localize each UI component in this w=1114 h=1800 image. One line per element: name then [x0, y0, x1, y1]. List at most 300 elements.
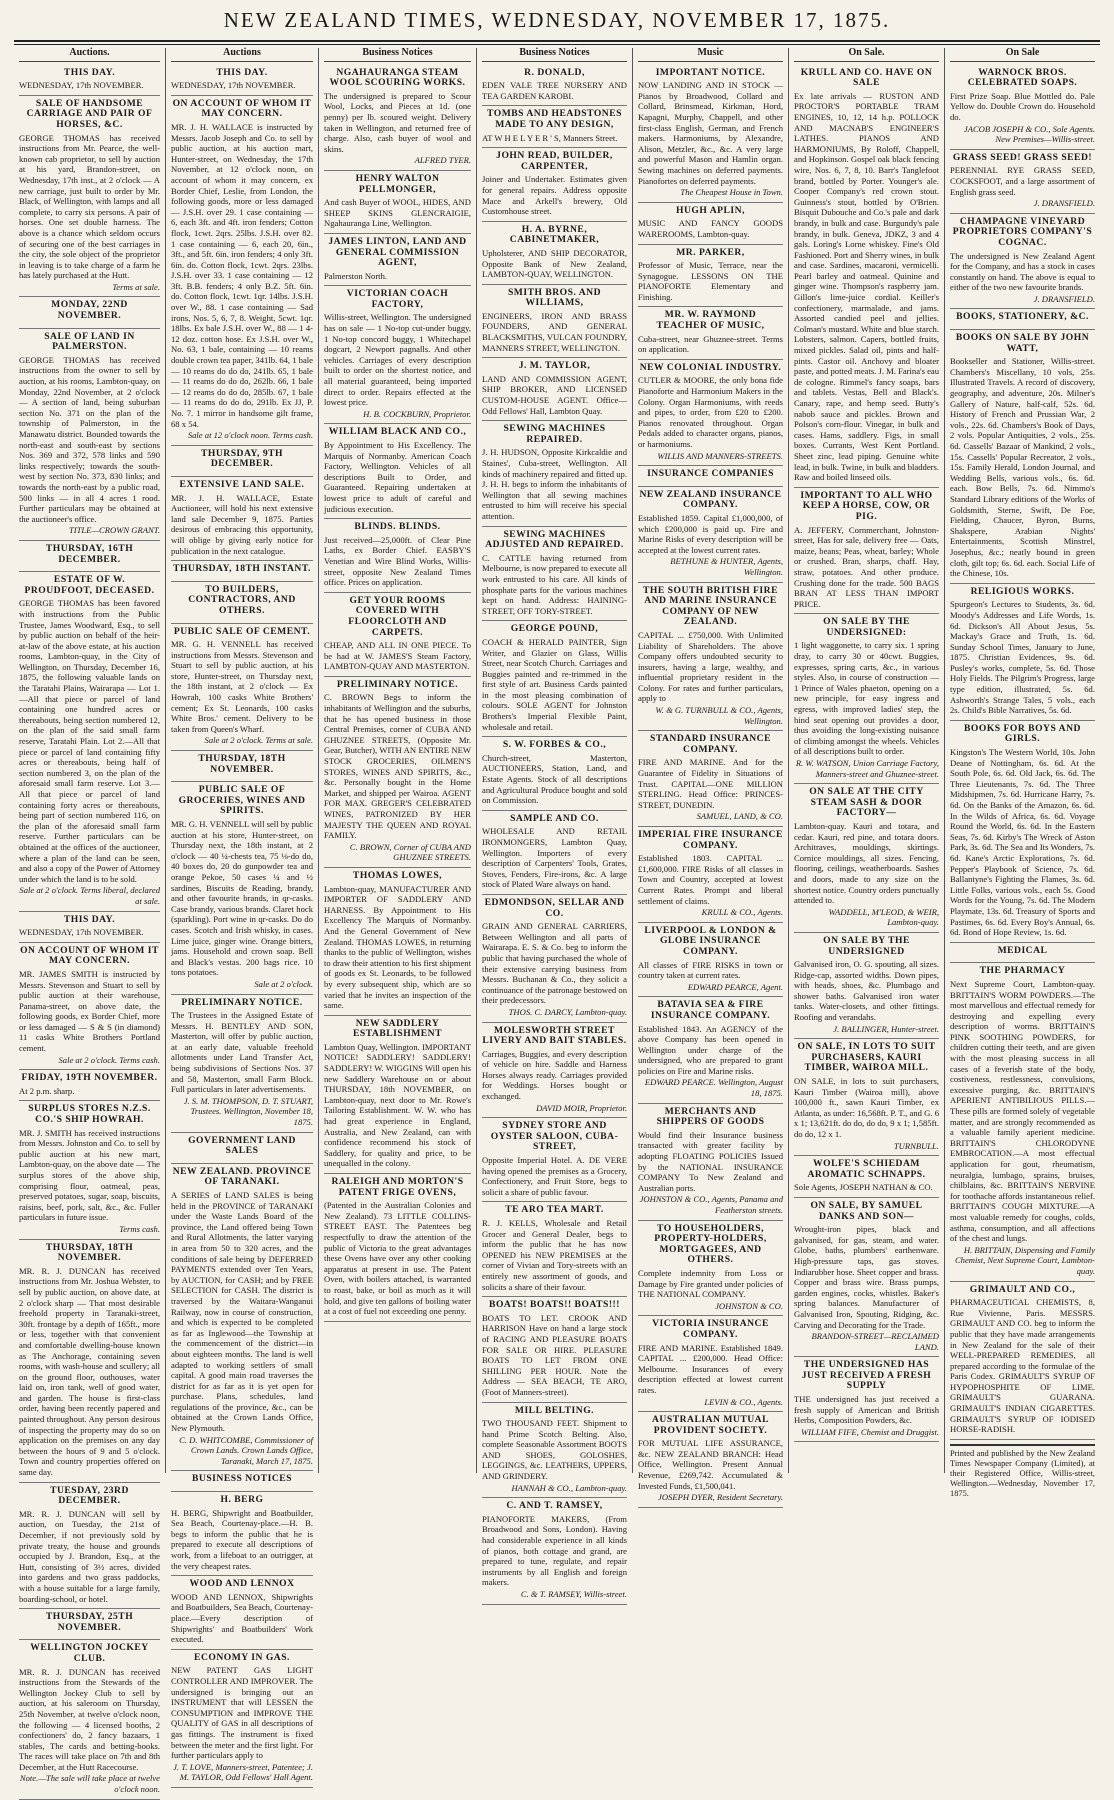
- advertisement-signature: JOHNSTON & CO., Agents, Panama and Featherston streets.: [639, 1194, 783, 1215]
- advertisement: [794, 933, 939, 1039]
- advertisement-signature: C. D. WHITCOMBE, Commissioner of Crown Lands. Crown Lands Office, Taranaki, March 17, 1875.: [179, 1434, 313, 1466]
- advertisement-body: A SERIES of LAND SALES is being held in the PROVINCE of TARANAKI under the Waste Lands Board of the province, the Land offered being Town and Rural Allotments, the latter varying in area from 50 to 320 acres, and the conditions of sale being by DEFERRED PAYMENTS extended over Ten Years, by AUCTION, for CASH; and by FREE SELECTION for CASH. The district is traversed by the Waitara-Wanganui Railway, now in course of construction, and which is expected to be completed as far as Inglewood—the Township at the commencement of the district—in about eighteen months. The land is well adapted to working settlers of small capital. A good main road traverses the district for as far as it is yet open for purchase. Plans, schedules, land regulations of the province, &c., can be obtained at the Crown Lands Office, New Plymouth.: [171, 1190, 313, 1434]
- advertisement-body: Next Supreme Court, Lambton-quay. BRITTAIN'S WORM POWDERS.—The most marvellous and effectual remedy for destroying and expelling every description of worms. BRITTAIN'S PINK SOOTHING POWDERS, for children cutting their teeth, and are given with the most pleasing success in all cases of a feverish state of the body, costiveness, restlessness, convulsions, excessive purging, &c. BRITTAIN'S APERIENT ANTIBILIOUS PILLS.—These pills are formed solely of vegetable matter, and are strongly recommended as a valuable family aperient medicine. BRITTAIN'S CHLORODYNE EMBROCATION.—A most effectual application for gout, rheumatism, neuralgia, lumbago, sprains, bruises, chilblains, &c. BRITTAIN'S NERVINE for toothache affords instantaneous relief. BRITTAIN'S COUGH MIXTURE.—A most valuable remedy for coughs, colds, asthma, consumption, and all affections of the chest and lungs.: [950, 978, 1095, 1244]
- advertisement-body: CAPITAL ... £750,000. With Unlimited Liability of Shareholders. The above Company offers undoubted security to insurers, having a large, wealthy, and influential proprietary resident in the Colony. For rates and further particulars, apply to: [638, 629, 783, 704]
- advertisement-heading: PRELIMINARY NOTICE.: [181, 996, 303, 1008]
- advertisement-heading: BATAVIA SEA & FIRE INSURANCE COMPANY.: [650, 999, 771, 1021]
- advertisement: [19, 1070, 160, 1101]
- advertisement-body: MUSIC AND FANCY GOODS WAREROOMS, Lambton-quay.: [638, 218, 783, 239]
- advertisement-body: EDEN VALE TREE NURSERY AND TEA GARDEN KAROBI.: [482, 80, 627, 101]
- advertisement: [171, 995, 313, 1133]
- advertisement: [638, 1316, 783, 1412]
- advertisement-heading: NEW ZEALAND INSURANCE COMPANY.: [639, 488, 782, 511]
- advertisement-body: Lambton-quay, MANUFACTURER AND IMPORTER OF SADDLERY AND HARNESS. By Appointment to His Excellency The Marquis of Normanby. And the General Government of New Zealand. THOMAS LOWES, in returning thanks to the public of Wellington, wishes to draw their attention to his first shipment of goods ex St. Leonards, to be followed by every subsequent ship, which are so varied that he invites an inspection of the same.: [324, 883, 471, 1011]
- advertisement-heading: SURPLUS STORES N.Z.S. CO.'S SHIP HOWRAH.: [28, 1103, 151, 1126]
- advertisement: [171, 1650, 313, 1788]
- advertisement-heading: VICTORIAN COACH FACTORY,: [346, 288, 449, 310]
- advertisement: [482, 1023, 627, 1119]
- advertisement: [19, 912, 160, 943]
- advertisement-body: ENGINEERS, IRON AND BRASS FOUNDERS, AND GENERAL BLACKSMITHS, VULCAN FOUNDRY, MANNERS STREET, WELLINGTON.: [482, 310, 627, 353]
- column-auctions-1: [14, 47, 166, 1795]
- advertisement-heading: HUGH APLIN,: [676, 204, 745, 216]
- advertisement: [638, 923, 783, 998]
- advertisement-body: CHEAP, AND ALL IN ONE PIECE. To be had at W. JAMES'S Steam Factory, LAMBTON-QUAY AND MASTERTON.: [324, 640, 471, 672]
- advertisement: [171, 96, 313, 446]
- advertisement-heading: THURSDAY, 25TH NOVEMBER.: [45, 1611, 134, 1633]
- advertisement-heading: WOOD AND LENNOX: [189, 1578, 295, 1590]
- advertisement-heading: VICTORIA INSURANCE COMPANY.: [652, 1318, 769, 1340]
- advertisement: [638, 997, 783, 1103]
- advertisement: [324, 868, 471, 1016]
- advertisement-heading: PUBLIC SALE OF CEMENT.: [173, 625, 311, 637]
- advertisement-body: PIANOFORTE MAKERS, (From Broadwood and Sons, London). Having had considerable experience in all kinds of pianos, both cottage and grand, are prepared to tune, regulate, and repair instruments by all English and foreign makers.: [482, 1513, 627, 1588]
- advertisement-signature: WILLIAM FIFE, Chemist and Druggist.: [801, 1426, 939, 1437]
- advertisement: [482, 527, 627, 622]
- advertisement-body: AT W H E L Y E R ' S, Manners Street.: [482, 132, 618, 143]
- advertisement-body: 1 light waggonette, to carry six. 1 spring dray, to carry 30 or 40cwt. Buggies, expresses, spring carts, &c., in various styles. Also, in course of construction — 1 Prince of Wales phaeton, opening on a new principle, for easy ingress and egress, with improved ladies' step, the hind seat opening out provides a door, thus avoiding the long-existing nuisance of climbing amongst the wheels. Vehicles of all descriptions built to order.: [794, 640, 939, 757]
- advertisement-body: MR. R. J. DUNCAN will sell by auction, on Tuesday, the 21st of December, if not previously sold by private treaty, the house and grounds occupied by J. Brandon, Esq., at the Hutt, consisting of 3½ acres, divided into gardens and two grass paddocks, with a house suitable for a large family, boarding-school, or hotel.: [19, 1508, 160, 1604]
- advertisement-body: A. JEFFERY, Cornmerchant, Johnston-street, Has for sale, delivery free — Oats, maize, beans; Peas, wheat, barley; Whole or crushed. Bran, sharps, chaff. Hay, straw, potatoes. And other produce. Crushing done for the trade. 500 BAGS BRAN AT LESS THAN IMPORT PRICE.: [794, 524, 939, 609]
- advertisement-body: Opposite Imperial Hotel. A. DE VERE having opened the premises as a Grocery, Confectionery, and Fruit Store, begs to solicit a share of public favour.: [482, 1155, 627, 1197]
- advertisement: [19, 943, 160, 1071]
- advertisement-heading: SALE OF LAND IN PALMERSTON.: [44, 330, 135, 353]
- advertisement-signature: R. W. WATSON, Union Carriage Factory, Manners-street and Ghuznee-street.: [795, 758, 939, 779]
- advertisement-heading: H. A. BYRNE, CABINETMAKER,: [509, 223, 600, 246]
- advertisement: [950, 943, 1095, 964]
- advertisement: [638, 731, 783, 827]
- advertisement-heading: GEORGE POUND,: [510, 623, 599, 635]
- advertisement-body: Would find their Insurance business transacted with greater facility by adopting FLOATING POLICIES Issued by the NATIONAL INSURANCE COMPANY To New Zealand and Australian ports.: [638, 1129, 783, 1193]
- advertisement-body: Ex late arrivals — RUSTON AND PROCTOR'S PORTABLE TRAM ENGINES, 10, 12, 14 h.p. POLLOCK AND MACNAB'S ENGINEER'S LATHES. PIANOS AND HARMONIUMS, By Roloff, Chappell, and Hopkinson. Gospel oak black fencing wire, Nos. 6, 7, 8, 10. Barr's Tanglefoot brand, bottled by Porter. Younger's ale. Cooper Company's red crown stout. Guinness's stout, bottled by O'Brien. Bisquit Dubouche and Co.'s pale and dark brandy, in bulk and case. Burgundy's pale brandy, in bulk. Geneva, JDKZ, 3 and 4 gals. Loring's Lorne whiskey. Fine's Old Fashioned. Port and Sherry wines, in bulk and case. Sardines, macaroni, vermicelli. Pearl barley and oatmeal. Quinine and ginger wine. Thompson's raspberry jam. Gillon's lime-juice cordial. Keiller's confectionery, marmalade, and jams. Assorted candied peel and jellies. Colman's mustard. White and blue starch. Lobsters, salmon. Capers, bottled fruits, mixed pickles. Salad oil, pints and half-pints. Castor oil. Anchovy and bloater paste, and potted meats. J. M. Farina's eau de cologne. Rimmel's fancy soaps, bars and tablets. Vestas, Bell and Black's. Canary, rape, and hemp seed. Butty's nabob sauce and pickles. Brown and Polson's corn-flour. Vinegar, in bulk and cases. Hams, saddlery. Figs, in small boxes. Currants, West Kent Portland. Sheet zinc, lead piping. Genuine white lead, in bulk. Twine, in bulk and bladders. Raw and boiled linseed oils.: [794, 90, 939, 483]
- advertisement-heading: MEDICAL: [997, 944, 1048, 956]
- advertisement-heading: ON SALE BY THE UNDERSIGNED: [823, 934, 910, 957]
- advertisement: [482, 737, 627, 811]
- advertisement: [324, 171, 471, 234]
- column-heading: On Sale.: [794, 48, 939, 62]
- advertisement-heading: IMPORTANT NOTICE.: [655, 66, 766, 78]
- advertisement: [171, 1471, 313, 1492]
- advertisement-body: Just received—25,000ft. of Clear Pine Laths, ex Border Chief. EASBY'S Venetian and Wire Blind Works, Willis-street, opposite New Zealand Times office. Prices on application.: [324, 534, 471, 588]
- advertisement-heading: SAMPLE AND CO.: [510, 812, 599, 824]
- advertisement-heading: SMITH BROS. AND WILLIAMS,: [507, 286, 602, 309]
- advertisement-body: GEORGE THOMAS has been favored with instructions from the Public Trustee, James Woodward, Esq., to sell by public auction on behalf of the heir-at-law of the above estate, at his auction rooms, Lambton-quay, in the City of Wellington, on Thursday, December 16, 1875, the following valuable lands on the Taratahi Plains, Wairarapa — Lot 1.—All that piece or parcel of land containing one hundred acres or thereabouts, being section numbered 12, on the plan of the said small farm reserve, Taratahi Plain. Lot 2.—All that piece or parcel of land containing fifty acres or thereabouts, being half of section numbered 3, on the plan of the aforesaid small farm reserve. Lot 3.—All that piece or parcel of land containing forty acres or thereabouts, being part of section numbered 116, on the plan of the aforesaid small farm reserve. Further particulars can be obtained at the offices of the auctioneer, where a plan of the land can be seen, and also a copy of the Power of Attorney under which the land is to be sold.: [19, 598, 160, 884]
- advertisement-heading: THIS DAY.: [63, 913, 116, 925]
- newspaper-columns: [14, 47, 1100, 1795]
- advertisement: [171, 624, 313, 752]
- advertisement-body: Cuba-street, near Ghuznee-street. Terms on application.: [638, 333, 783, 355]
- advertisement-body: Established 1803. CAPITAL ... £1,600,000. FIRE Risks of all classes in Town and Country, accepted at lowest Current Rates. Prompt and liberal settlement of claims.: [638, 853, 783, 906]
- advertisement-signature: EDWARD PEARCE. Wellington, August 18, 1875.: [644, 1077, 783, 1099]
- column-music-insurance: [633, 47, 789, 1503]
- advertisement-heading: ON SALE BY THE UNDERSIGNED:: [823, 616, 910, 638]
- advertisement-heading: ON SALE AT THE CITY STEAM SASH & DOOR FACTORY—: [809, 786, 924, 819]
- advertisement: [482, 621, 627, 737]
- masthead-title: NEW ZEALAND TIMES, WEDNESDAY, NOVEMBER 17, 1875.: [223, 8, 891, 32]
- advertisement-body: C. BROWN Begs to inform the inhabitants of Wellington and the suburbs, that he has opened business in those Central Premises, corner of CUBA AND GHUZNEE STREETS, (Opposite Mr. Gear, Butcher), WITH AN ENTIRE NEW STOCK GROCERIES, OILMEN'S STORES, WINES AND SPIRITS, &c., &c. Personally bought in the Home Market, and shipped per Wairoa. AGENT FOR MAX. GREGER'S CELEBRATED WINES, PATRONIZED BY HER MAJESTY THE QUEEN AND ROYAL FAMILY.: [324, 692, 471, 841]
- advertisement-body: MR. JAMES SMITH is instructed by Messrs. Stevenson and Stuart to sell by public auction at their warehouse, Panama-street, on above date, the following goods, ex Border Chief, more or less damaged — S & S (in diamond) 11 casks White Brothers Portland cement.: [19, 968, 160, 1054]
- advertisement-body: ON SALE, in lots to suit purchasers, Kauri Timber (Wairoa mill), above 100,000 ft., sawn Kauri Timber, ex Atlanta, as under: 16,568ft. P. T., and G. 6 x 1; 13,621ft. do do, do do, 9 x 1; 1,585ft. do do, 12 x 1.: [794, 1076, 939, 1139]
- advertisement-body: Lambton Quay, Wellington. IMPORTANT NOTICE! SADDLERY! SADDLERY! SADDLERY! W. WIGGINS Will open his new Saddlery Warehouse on or about THURSDAY, 18th NOVEMBER, on Lambton-quay, next door to Mr. Rowe's Tailoring Establishment. W. W. who has had great experience in England, Australia, and New Zealand, can with confidence recommend his stock of Saddlery, for quality and price, to be unequalled in the colony.: [324, 1041, 471, 1169]
- advertisement: [794, 1156, 939, 1198]
- advertisement-heading: C. AND T. RAMSEY,: [506, 1500, 603, 1512]
- advertisement-heading: NEW SADDLERY ESTABLISHMENT: [353, 1017, 442, 1040]
- advertisement: [482, 148, 627, 222]
- advertisement-heading: MR. W. RAYMOND TEACHER OF MUSIC,: [656, 309, 765, 332]
- advertisement-signature: JOHNSTON & CO.: [715, 1300, 783, 1311]
- advertisement: [482, 421, 627, 526]
- advertisement-signature: Terms cash.: [119, 1223, 160, 1234]
- advertisement-heading: ON ACCOUNT OF WHOM IT MAY CONCERN.: [172, 97, 312, 120]
- advertisement-signature: Sale at 2 o'clock. Terms at sale.: [204, 735, 313, 746]
- advertisement-body: C. CATTLE having returned from Melbourne, is now prepared to execute all work entrusted to his care. All kinds of phosphate parts for the various machines kept on hand. Address: HAINING-STREET, OFF TORY-STREET.: [482, 552, 627, 616]
- advertisement-heading: TO HOUSEHOLDERS, PROPERTY-HOLDERS, MORTGAGEES, AND OTHERS.: [654, 1222, 767, 1266]
- advertisement: [794, 1039, 939, 1156]
- advertisement-heading: THURSDAY, 9TH DECEMBER.: [200, 447, 284, 470]
- advertisement-heading: THIS DAY.: [216, 66, 268, 78]
- advertisement-signature: H. B. COCKBURN, Proprietor.: [363, 408, 471, 419]
- advertisement: [171, 751, 313, 782]
- column-business-1: [319, 48, 477, 1473]
- column-heading: On Sale: [950, 48, 1095, 62]
- column-heading: Auctions.: [19, 48, 160, 62]
- advertisement-signature: HANNAH & CO., Lambton-quay.: [511, 1482, 627, 1493]
- advertisement-body: LAND AND COMMISSION AGENT, SHIP BROKER, AND LICENSED CUSTOM-HOUSE AGENT. Office—Odd Fellows' Hall, Lambton Quay.: [482, 373, 627, 416]
- advertisement-signature: BETHUNE & HUNTER, Agents, Wellington.: [670, 556, 783, 577]
- advertisement: [171, 1133, 313, 1164]
- advertisement-signature: DAVID MOIR, Proprietor.: [536, 1102, 627, 1113]
- advertisement-body: FIRE AND MARINE. Established 1849. CAPITAL ... £200,000. Head Office: Melbourne. Insurances of every description effected at lowest current rates.: [638, 1342, 783, 1395]
- advertisement: [950, 963, 1095, 1281]
- advertisement: [19, 1483, 160, 1610]
- advertisement-body: COACH & HERALD PAINTER, Sign Writer, and Glazier on Glass, Willis Street, near Scotch Church. Carriages and Buggies painted and re-trimmed in the first style of art. Business Cards painted in the most pleasing combination of colours. SOLE AGENT for Johnston Brothers's Imperial Flexible Paint, wholesale and retail.: [482, 636, 627, 732]
- advertisement: [171, 582, 313, 624]
- advertisement: [482, 106, 627, 148]
- advertisement-heading: TOMBS AND HEADSTONES MADE TO ANY DESIGN,: [487, 108, 622, 130]
- advertisement-body: Galvanised iron, O. G. spouting, all sizes. Ridge-cap, assorted widths. Down pipes, with heads, shoes, &c. Plumbago and shower baths. Galvanised iron water tanks. Water-closets, and other fittings. Roofing and verandahs.: [794, 959, 939, 1023]
- advertisement-body: All classes of FIRE RISKS in town or country taken at current rates.: [638, 959, 783, 981]
- advertisement-heading: WARNOCK BROS. CELEBRATED SOAPS.: [967, 66, 1078, 89]
- advertisement: [482, 358, 627, 421]
- advertisement-body: Bookseller and Stationer, Willis-street. Chambers's Miscellany, 10 vols, 25s. Illustrated Travels. A record of discovery, geography, and adventure, 20s. Milner's Gallery of Nature, half-calf, 52s. 6d. History of French and Prussian War, 2 vols., 22s. 6d. Chambers's Book of Days, 2 vols. Popular Antiquities, 2 vols., 25s. 6d. Cassells' Bazaar of Mankind, 2 vols., 15s. Cassells' Popular Recreator, 2 vols., 15s. Family Herald, London Journal, and Wedding Bells, various vols., 6s. 6d. each. Bow Bells, 7s. 6d. Nimmo's Standard Library editions of the Works of Goldsmith, Sterne, Swift, De Foe, Fielding, Chaucer, Byron, Burns, Shakspere, Arabian Nights' Entertainments, Scottish Minstrel, Josephus, &c.; neatly bound in green cloth, gilt top; 6s. 6d. each. Social Life of the Chinese, 10s.: [950, 356, 1095, 579]
- advertisement: [19, 541, 160, 572]
- advertisement: [171, 477, 313, 561]
- advertisement-body: PERENNIAL RYE GRASS SEED, COCKSFOOT, and a large assortment of English grass seed.: [950, 165, 1095, 197]
- advertisement-body: Professor of Music, Terrace, near the Synagogue. LESSONS ON THE PIANOFORTE Elementary and Finishing.: [638, 260, 783, 302]
- advertisement-heading: BLINDS. BLINDS.: [354, 521, 441, 533]
- advertisement-signature: Note.—The sale will take place at twelve o'clock noon.: [19, 1773, 160, 1795]
- advertisement-signature: SAMUEL, LAND, & CO.: [696, 811, 783, 822]
- advertisement-signature: THOS. C. DARCY, Lambton-quay.: [508, 1006, 627, 1017]
- advertisement-heading: J. M. TAYLOR,: [518, 360, 591, 372]
- advertisement-body: NEW PATENT GAS LIGHT CONTROLLER AND IMPROVER. The undersigned is bringing out an INSTRUMENT that will LESSEN the CONSUMPTION and IMPROVE THE QUALITY of GAS in all descriptions of gas fittings. The instrument is fixed between the meter and the first light. For further particulars apply to: [171, 1665, 313, 1761]
- advertisement: [794, 65, 939, 488]
- advertisement: [324, 286, 471, 424]
- advertisement: [482, 811, 627, 895]
- advertisement-body: Complete indemnity from Loss or Damage by Fire granted under policies of THE NATIONAL COMPANY.: [638, 1267, 783, 1300]
- advertisement: [638, 65, 783, 203]
- column-business-2: [477, 47, 633, 1599]
- advertisement: [482, 1498, 627, 1604]
- advertisement-signature: JOSEPH DYER, Resident Secretary.: [658, 1492, 783, 1503]
- advertisement: [19, 65, 160, 96]
- advertisement-body: MR. J. H. WALLACE, Estate Auctioneer, will hold his next extensive land sale December 9, 1875. Parties desirous of embracing this opportunity, will oblige by giving early notice for publication in the next catalogue.: [171, 492, 313, 556]
- advertisement: [950, 584, 1095, 721]
- column-on-sale-2: [945, 47, 1100, 1498]
- advertisement: [482, 65, 627, 107]
- advertisement-body: Established 1843. An AGENCY of the above Company has been opened in Wellington under charge of the undersigned, who are prepared to grant policies on Fire and Marine risks.: [638, 1023, 783, 1076]
- advertisement-signature: J. DRANSFIELD.: [1033, 293, 1095, 304]
- advertisement-signature: WILLIS AND MANNERS-STREETS.: [657, 450, 783, 461]
- advertisement: [950, 330, 1095, 584]
- advertisement: [324, 424, 471, 519]
- advertisement-heading: GRASS SEED! GRASS SEED!: [952, 151, 1093, 163]
- advertisement-heading: PUBLIC SALE OF GROCERIES, WINES AND SPIRITS.: [178, 784, 306, 817]
- advertisement: [794, 784, 939, 933]
- advertisement-body: H. BERG, Shipwright and Boatbuilder, Sea Beach, Courtenay-place.—H. B. begs to inform the public that he is prepared to execute all descriptions of work, from a lifeboat to an outrigger, at the very cheapest rates.: [171, 1507, 313, 1571]
- advertisement-body: THE undersigned has just received a fresh supply of American and British Herbs, Composition Powders, &c.: [794, 1394, 939, 1426]
- column-heading: Music: [638, 48, 783, 62]
- advertisement-heading: THURSDAY, 18TH NOVEMBER.: [45, 1241, 134, 1264]
- advertisement-heading: BOOKS, STATIONERY, &C.: [956, 311, 1089, 323]
- printer-imprint: Printed and published by the New Zealand Times Newspaper Company (Limited), at their Registered Office, Willis-street, Wellington.—Wednesday, November 17, 1875.: [950, 1444, 1095, 1499]
- advertisement: [638, 1104, 783, 1221]
- advertisement-heading: EXTENSIVE LAND SALE.: [179, 478, 305, 490]
- advertisement: [482, 285, 627, 359]
- advertisement: [19, 1101, 160, 1239]
- advertisement-heading: THURSDAY, 18TH NOVEMBER.: [198, 753, 286, 775]
- advertisement-heading: STANDARD INSURANCE COMPANY.: [649, 733, 772, 755]
- advertisement-signature: ALFRED TYER.: [414, 155, 471, 166]
- advertisement: [638, 466, 783, 487]
- advertisement-heading: AUSTRALIAN MUTUAL PROVIDENT SOCIETY.: [652, 1414, 769, 1436]
- advertisement-signature: H. BRITTAIN, Dispensing and Family Chemist, Next Supreme Court, Lambton-quay.: [954, 1244, 1095, 1276]
- advertisement: [638, 245, 783, 308]
- advertisement-heading: KRULL AND CO. HAVE ON SALE: [800, 66, 933, 89]
- advertisement-heading: SYDNEY STORE AND OYSTER SALOON, CUBA-STREET,: [490, 1120, 619, 1153]
- advertisement: [950, 214, 1095, 310]
- advertisement: [171, 782, 313, 994]
- advertisement-heading: MOLESWORTH STREET LIVERY AND BAIT STABLES.: [482, 1024, 627, 1047]
- advertisement: [482, 895, 627, 1023]
- advertisement-body: MR. R. J. DUNCAN has received instructions from the Stewards of the Wellington Jockey Club to sell by auction, at his saleroom on Thursday, 25th November, at twelve o'clock noon, the following — 4 licensed booths, 2 confectioners' do, 2 fancy bazaars, 1 stables, The cards and betting-books. The races will take place on 7th and 8th December, at the Hutt Racecourse.: [19, 1666, 160, 1772]
- advertisement: [171, 561, 313, 582]
- advertisement-body: MR. J. SMITH has received instructions from Messrs. Johnston and Co. to sell by public auction at his new mart, Lambton-quay, on the above date — The surplus stores of the above ship, comprising flour, oatmeal, peas, preserved potatoes, sugar, soap, biscuits, raisins, beef, pork, salt, &c., &c. Fuller particulars in future issue.: [19, 1127, 160, 1223]
- advertisement-heading: GOVERNMENT LAND SALES: [188, 1134, 296, 1157]
- advertisement-heading: THURSDAY, 18TH INSTANT.: [173, 563, 311, 575]
- advertisement-heading: TO BUILDERS, CONTRACTORS, AND OTHERS.: [188, 583, 296, 616]
- advertisement: [638, 307, 783, 359]
- advertisement-signature: WADDELL, M'LEOD, & WEIR, Lambton-quay.: [828, 906, 939, 928]
- advertisement: [482, 1202, 627, 1297]
- advertisement-heading: PRELIMINARY NOTICE.: [336, 678, 459, 690]
- advertisement-body: Palmerston North.: [324, 270, 388, 281]
- advertisement: [19, 329, 160, 541]
- column-heading: Auctions: [171, 48, 313, 62]
- masthead-rule: [14, 40, 1100, 45]
- column-auctions-2: [166, 47, 319, 1783]
- advertisement-body: WHOLESALE AND RETAIL IRONMONGERS, Lambton Quay, Wellington. Importers of every description of Carpenters' Tools, Grates, Stoves, Fenders, Fire-irons, &c. A large stock of Plated Ware always on hand.: [482, 826, 627, 890]
- advertisement-body: WEDNESDAY, 17th NOVEMBER.: [19, 80, 144, 91]
- advertisement-body: And cash Buyer of WOOL, HIDES, AND SHEEP SKINS GLENCRAIGIE, Ngahauranga Line, Wellington.: [324, 197, 471, 229]
- advertisement-body: Upholsterer, AND SHIP DECORATOR, Opposite Bank of New Zealand, LAMBTON-QUAY, WELLINGTON.: [482, 247, 627, 280]
- advertisement-heading: RALEIGH AND MORTON'S PATENT FRIGE OVENS,: [331, 1176, 464, 1198]
- advertisement: [324, 65, 471, 171]
- advertisement-body: R. J. KELLS, Wholesale and Retail Grocer and General Dealer, begs to inform the public that he has now OPENED his NEW PREMISES at the corner of Vivian and Tory-streets with an entirely new assortment of goods, and solicits a share of their favour.: [482, 1218, 627, 1292]
- advertisement-signature: Terms at sale.: [112, 281, 160, 292]
- advertisement: [638, 360, 783, 466]
- advertisement-heading: GET YOUR ROOMS COVERED WITH FLOORCLOTH AND CARPETS.: [348, 594, 447, 638]
- advertisement-heading: WOLFE'S SCHIEDAM AROMATIC SCHNAPPS.: [807, 1158, 926, 1180]
- column-on-sale-1: [789, 48, 945, 1473]
- advertisement-heading: NGAHAURANGA STEAM WOOL SCOURING WORKS.: [329, 66, 466, 89]
- advertisement-signature: Sale at 2 o'clock. Terms liberal, declared at sale.: [19, 885, 160, 906]
- advertisement-body: By Appointment to His Excellency. The Marquis of Normanby. American Coach Factory, Wellington. Vehicles of all descriptions Built to Order, and Guaranteed. Repairing undertaken at lowest price to adult of careful and judicious execution.: [324, 440, 471, 514]
- advertisement-body: MR. G. H. VENNELL has received instructions from Messrs. Stevenson and Stuart to sell by public auction, at his store, Hunter-street, on Thursday next, the 18th instant, at 2 o'clock — Ex Howrah, 100 casks White Brothers' cement; Ex St. Leonards, 100 casks White Bros.' cement. Delivery to be taken from Queen's Wharf.: [171, 639, 313, 734]
- advertisement-heading: BUSINESS NOTICES: [192, 1473, 292, 1485]
- advertisement-heading: MR. PARKER,: [676, 246, 745, 258]
- advertisement: [638, 827, 783, 923]
- advertisement-body: GEORGE THOMAS has received instructions from Mr. Pearce, the well-known cab proprietor, to sell by auction at his yard, Brandon-street, on Wednesday, 17th inst., at 2 o'clock — A new carriage, just built to order by Mr. Black, of Wellington, with lamps and all complete, to carry six persons. A pair of horses. One set double harness. The above is a chance which seldom occurs of securing one of the best carriages in the city, the sole object of the proprietor in leaving is to take charge of a farm he has lately purchased at the Hutt.: [19, 132, 160, 281]
- advertisement-body: The Trustees in the Assigned Estate of Messrs. H. BENTLEY AND SON, Masterton, will offer by public auction, at an early date, valuable freehold allotments under Land Transfer Act, being subdivisions of Sections Nos. 37 and 58, Masterton, small Farm Block. Full particulars in later advertisements.: [171, 1010, 313, 1095]
- advertisement-heading: EDMONDSON, SELLAR AND CO.: [484, 896, 625, 919]
- advertisement: [324, 593, 471, 677]
- advertisement-heading: FRIDAY, 19TH NOVEMBER.: [21, 1072, 158, 1084]
- advertisement-body: MR. J. H. WALLACE is instructed by Messrs. Jacob Joseph and Co. to sell by public auction, at his auction mart, Hunter-street, on Wednesday, the 17th November, at 12 o'clock noon, on account of whom it may concern, ex Border Chief, Leslie, from London, the following goods, more or less damaged — J.S.H. over 29. 1 case containing — 6, each 3ft. and 4ft. iron fenders; Cotton flock, 1cwt. 2qrs. 25lbs. J.S.H. over 82. 1 case containing — 6, each 20, 6in., 3ft., and 5ft. 6in. iron fenders; 4 only 3ft. 6in. do. Cotton flock, 1cwt. 2qrs. 23lbs. J.S.H. over 33. 1 case containing — 12 3ft. B.B. fenders; 4 only B.Z. 5ft. 6in. do. Cotton flock, 1cwt. 1qr. 14lbs. J.S.H. over W., 88. 1 case containing — Sad irons, Nos. 5, 6, 7, 8. Weight, 5cwt. 1qr. 18lbs. Ex bale J.S.H. over W., 88 — 1 4-12 doz. cotton hose. Ex J.S.H. over W., No. 63, 1 bale, containing — 10 reams double crown tea paper, 341lb. 64, 1 bale — 10 reams do do do, 241lb. 65, 1 bale — 11 reams do do do, 262lb. 66, 1 bale — 12 reams do do do, 285lb. 67, 1 bale — 11 reams do do do, 291lb. Ex JJ, P. No. 7. 1 mirror in handsome gilt frame, 68 x 54.: [171, 121, 313, 429]
- advertisement: [19, 297, 160, 328]
- advertisement-heading: HENRY WALTON PELLMONGER,: [355, 172, 440, 195]
- advertisement: [19, 572, 160, 911]
- advertisement-body: TWO THOUSAND FEET. Shipment to hand Prime Scotch Belting. Also, complete Seasonable Assortment BOOTS AND SHOES, GOLOSHES, LEGGINGS, &c. LEATHERS, UPPERS, AND GRINDERY.: [482, 1418, 627, 1482]
- advertisement-heading: IMPERIAL FIRE INSURANCE COMPANY.: [638, 829, 783, 851]
- advertisement-signature: JACOB JOSEPH & CO., Sole Agents. New Premises—Willis-street.: [963, 123, 1095, 145]
- advertisement: [794, 614, 939, 784]
- advertisement-body: The undersigned is prepared to Scour Wool, Locks, and Pieces at 1d. (one penny) per lb. scoured weight. Delivery taken in Wellington, and returned free of charge. Also, cash buyer of wool and skins.: [324, 90, 471, 154]
- advertisement-body: Spurgeon's Lectures to Students, 3s. 6d. Moody's Addresses and Life Words, 1s. 6d. Dickson's All About Jesus, 5s. Mackay's Grace and Truth, 1s. 6d. Sunday School Times, January to June, 1875. Christian Evidences, 9s. 6d. Pusley's works, complete, 5s. 6d. Those Holy Fields. The Pilgrim's Progress, large type edition, illustrated, 5s. 6d. Ashworth's Strange Tales, 5 vols., each 2s. Child's Bible Narratives, 5s. 6d.: [950, 599, 1095, 716]
- advertisement-body: Established 1859. Capital £1,000,000, of which £200,000 is paid up. Fire and Marine Risks of every description will be accepted at the lowest current rates.: [638, 512, 783, 555]
- advertisement-body: (Patented in the Australian Colonies and New Zealand). 73 LITTLE COLLINS-STREET EAST. The Patentees beg respectfully to draw the attention of the public of Victoria to the great advantages these Ovens have over any other cooking apparatus at present in use. The Patent Oven, with boilers attached, is warranted to roast, bake, or boil as much as it will hold, and give ten gallons of boiling water at a cost of fuel not exceeding one penny.: [324, 1200, 471, 1317]
- advertisement: [171, 446, 313, 477]
- advertisement-heading: THIS DAY.: [63, 66, 116, 78]
- advertisement: [171, 1492, 313, 1576]
- advertisement-signature: J. S. M. THOMPSON, D. T. STUART, Trustees. Wellington, November 18, 1875.: [183, 1095, 313, 1128]
- advertisement-signature: LEVIN & CO., Agents.: [704, 1396, 783, 1407]
- advertisement-signature: C. BROWN, Corner of CUBA AND GHUZNEE STREETS.: [349, 841, 471, 863]
- advertisement-signature: KRULL & CO., Agents.: [701, 907, 783, 918]
- advertisement-heading: SEWING MACHINES REPAIRED.: [503, 423, 606, 445]
- advertisement-heading: LIVERPOOL & LONDON & GLOBE INSURANCE COMPANY.: [644, 924, 777, 957]
- advertisement-body: J. H. HUDSON, Opposite Kirkcaldie and Staines', Cuba-street, Wellington. All kinds of machinery repaired and fitted up. J. H. H. begs to inform the inhabitants of Wellington that all sewing machines entrusted to him will receive his special attention.: [482, 447, 627, 521]
- advertisement-body: Joiner and Undertaker. Estimates given for general repairs. Address opposite Mace and Arkell's brewery, Old Customhouse street.: [482, 174, 627, 217]
- advertisement-heading: IMPORTANT TO ALL WHO KEEP A HORSE, COW, OR PIG.: [800, 489, 933, 522]
- advertisement-signature: J. T. LOVE, Manners-street, Patentee; J. M. TAYLOR, Odd Fellows' Hall Agent.: [173, 1761, 313, 1783]
- advertisement-signature: TURNBULL.: [893, 1140, 939, 1151]
- advertisement-signature: J. BALLINGER, Hunter-street.: [833, 1023, 939, 1034]
- advertisement: [19, 1609, 160, 1640]
- advertisement-heading: ESTATE OF W. PROUDFOOT, DECEASED.: [24, 574, 155, 596]
- advertisement: [638, 1221, 783, 1317]
- advertisement-heading: WILLIAM BLACK AND CO.,: [328, 426, 467, 438]
- advertisement: [950, 309, 1095, 330]
- advertisement-body: Sole Agents, JOSEPH NATHAN & CO.: [794, 1182, 933, 1193]
- advertisement: [794, 488, 939, 615]
- advertisement: [950, 65, 1095, 150]
- advertisement-body: Lambton-quay. Kauri and totara, and cedar. Kauri, red pine, and totara doors. Architraves, mouldings, skirtings. Cornice mouldings, all sizes. Fencing, flooring, ceilings, weatherboards. Sashes and doors, made to any size on the shortest notice. Country orders punctually attended to.: [794, 820, 939, 906]
- advertisement-signature: The Cheapest House in Town.: [680, 187, 783, 198]
- advertisement-heading: JAMES LINTON, LAND AND GENERAL COMMISSION AGENT,: [328, 235, 467, 269]
- advertisement-heading: MONDAY, 22ND NOVEMBER.: [51, 299, 128, 322]
- advertisement-body: At 2 p.m. sharp.: [19, 1085, 75, 1096]
- advertisement-heading: GRIMAULT AND CO.,: [969, 1283, 1076, 1295]
- advertisement-body: FIRE AND MARINE. And for the Guarantee of Fidelity in Situations of Trust. CAPITAL—ONE MILLION STERLING. Head Office: PRINCES-STREET, DUNEDIN.: [638, 757, 783, 810]
- advertisement-heading: S. W. FORBES & CO.,: [502, 739, 607, 751]
- advertisement-heading: BOATS! BOATS!! BOATS!!!: [489, 1299, 620, 1311]
- advertisement-heading: MERCHANTS AND SHIPPERS OF GOODS: [656, 1105, 765, 1128]
- advertisement-body: Wrought-iron pipes, black and galvanised, for gas, steam, and water. Globe, baths, plumbers' earthenware. High-pressure taps, gas stoves. Indiarubber hose. Sheet copper and brass. Copper and brass wire. Brass pumps, garden engines, cocks, whistles. Baker's spring balances. Manufacturer of Galvanised Iron, Spouting, Ridging, &c. Carving and Decorating for the Trade.: [794, 1224, 939, 1330]
- advertisement-signature: BRANDON-STREET—RECLAIMED LAND.: [811, 1331, 939, 1352]
- advertisement-heading: H. BERG: [220, 1494, 264, 1506]
- advertisement-body: The undersigned is New Zealand Agent for the Company, and has a stock in cases constantly on hand. The above is equal to either of the two new favourite brands.: [950, 250, 1095, 293]
- advertisement-heading: JOHN READ, BUILDER, CARPENTER,: [496, 150, 613, 172]
- advertisement-body: WEDNESDAY, 17th NOVEMBER.: [19, 927, 144, 938]
- advertisement: [482, 1118, 627, 1202]
- advertisement-signature: Sale at 2 o'clock.: [254, 978, 313, 989]
- advertisement: [638, 487, 783, 583]
- advertisement-heading: SALE OF HANDSOME CARRIAGE AND PAIR OF HORSES, &C.: [26, 97, 153, 130]
- advertisement: [324, 1174, 471, 1322]
- advertisement: [950, 1282, 1095, 1440]
- advertisement: [482, 1403, 627, 1499]
- advertisement-heading: BOOKS FOR BOYS AND GIRLS.: [964, 722, 1081, 745]
- advertisement-heading: NEW ZEALAND. PROVINCE OF TARANAKI.: [172, 1165, 312, 1188]
- advertisement-body: GEORGE THOMAS has received instructions from the owner to sell by auction, at his rooms, Lambton-quay, on Monday, 22nd November, at 2 o'clock — A section of land, being suburban section No. 371 on the plan of the township of Palmerston, in the Manawatu district. Bounded towards the north-east and south-east by sections Nos. 369 and 372, 578 links and 590 links respectively; towards the south-west by section No. 373, 830 links; and towards the north-east by a public road, 500 links — in all 4 acres 1 rood. Further particulars may be obtained at the auctioneer's office.: [19, 354, 160, 524]
- advertisement-heading: R. DONALD,: [524, 66, 585, 78]
- advertisement: [794, 1198, 939, 1357]
- advertisement-body: WEDNESDAY, 17th NOVEMBER.: [171, 80, 296, 91]
- advertisement-heading: THE SOUTH BRITISH FIRE AND MARINE INSURANCE COMPANY OF NEW ZEALAND.: [643, 584, 778, 628]
- advertisement-heading: ECONOMY IN GAS.: [194, 1651, 290, 1663]
- advertisement-heading: TUESDAY, 23RD DECEMBER.: [50, 1484, 129, 1507]
- advertisement-heading: ON ACCOUNT OF WHOM IT MAY CONCERN.: [20, 944, 159, 967]
- advertisement-body: CUTLER & MOORE, the only bona fide Pianoforte and Harmonium Makers in the Colony. Organ Harmoniums, with reeds and pipes, to order, from £20 to £200. Pianos renovated throughout. Organ Pedals added to character organs, pianos, or harmoniums.: [638, 375, 783, 449]
- column-heading: Business Notices: [324, 48, 471, 62]
- advertisement: [950, 721, 1095, 943]
- advertisement: [324, 519, 471, 593]
- advertisement-signature: Sale at 12 o'clock noon. Terms cash.: [187, 430, 313, 441]
- advertisement-heading: BOOKS ON SALE BY JOHN WATT,: [955, 332, 1090, 354]
- advertisement: [638, 203, 783, 245]
- advertisement-body: MR. G. H. VENNELL will sell by public auction at his store, Hunter-street, on Thursday next, the 18th instant, at 2 o'clock — 40 ¼-chests tea, 75 ⅛-do do, 40 boxes do, 20 do gunpowder tea and orange Pekoe, 50 cases ¼ and ½ sardines, Biscuits de Reading, brandy, and other favourite brands, in qr-casks. Case brandy, various brands. Claret hock (sparkling). Port wine in qr-casks. Do do cases. Scotch and Irish whisky, in cases. Lime juice, ginger wine. Orange bitters, jams. Household and crown soap. Bell and Black's vestas. 200 bags rice. 10 tons potatoes.: [171, 819, 313, 978]
- advertisement: [324, 1016, 471, 1174]
- advertisement-body: Willis-street, Wellington. The undersigned has on sale — 1 No-top cut-under buggy, 1 No-top concord buggy, 1 Whitechapel dogcart, 2 Newport pagnalls. And other vehicles. Carriages of every description built to order on the shortest notice, and all material guaranteed, being imported direct to order. Repairs effected at the lowest price.: [324, 312, 471, 408]
- advertisement: [638, 1412, 783, 1508]
- advertisement-heading: THE PHARMACY: [979, 965, 1066, 977]
- advertisement-heading: THE UNDERSIGNED HAS JUST RECEIVED A FRESH SUPPLY: [801, 1359, 932, 1392]
- advertisement: [19, 96, 160, 298]
- advertisement: [171, 65, 313, 96]
- advertisement-signature: J. DRANSFIELD.: [1033, 198, 1095, 209]
- advertisement-body: MR. R. J. DUNCAN has received instructions from Mr. Joshua Webster, to sell by public auction, on above date, at 2 o'clock sharp — That most desirable freehold property in Taranaki-street, 30ft. frontage by a depth of 165ft., more or less, together with that convenient and comfortable dwelling-house known as The Anchorage, containing seven rooms, with wash-house and scullery; all on the ground floor, outhouses, water laid on, iron tank, well of good water, and garden. The house is first-class order, having been recently papered and painted throughout. Any person desirous of inspecting the property may do so on application on the premises on any day between the hours of 9 and 5 o'clock. Town and country properties offered on same day.: [19, 1265, 160, 1478]
- advertisement-heading: MILL BELTING.: [514, 1404, 595, 1416]
- advertisement-signature: C. & T. RAMSEY, Willis-street.: [520, 1589, 627, 1599]
- advertisement: [171, 1164, 313, 1472]
- advertisement: [638, 583, 783, 732]
- advertisement-body: NOW LANDING AND IN STOCK — Pianos by Broadwood, Collard and Collard, Brinsmead, Kirkman, Hord, Kapagni, Murphy, Chappell, and other first-class English, German, and French makers. Harmoniums, by Alexandre, Alison, Metzler, &c., &c. A very large and powerful Mason and Hamlin organ. Sewing machines on deferred payments. Pianofortes on deferred payments.: [638, 80, 783, 186]
- advertisement: [794, 1357, 939, 1442]
- advertisement-body: Church-street, Masterton, AUCTIONEERS, Station, Land, and Estate Agents. Stock of all descriptions and Agricultural Produce bought and sold on Commission.: [482, 752, 627, 806]
- advertisement-body: FOR MUTUAL LIFE ASSURANCE, &c. NEW ZEALAND BRANCH: Head Office, Wellington. Present Annual Revenue, £269,742. Accumulated & Invested Funds, £1,500,041.: [638, 1438, 783, 1491]
- advertisement: [482, 1297, 627, 1402]
- advertisement: [19, 1240, 160, 1483]
